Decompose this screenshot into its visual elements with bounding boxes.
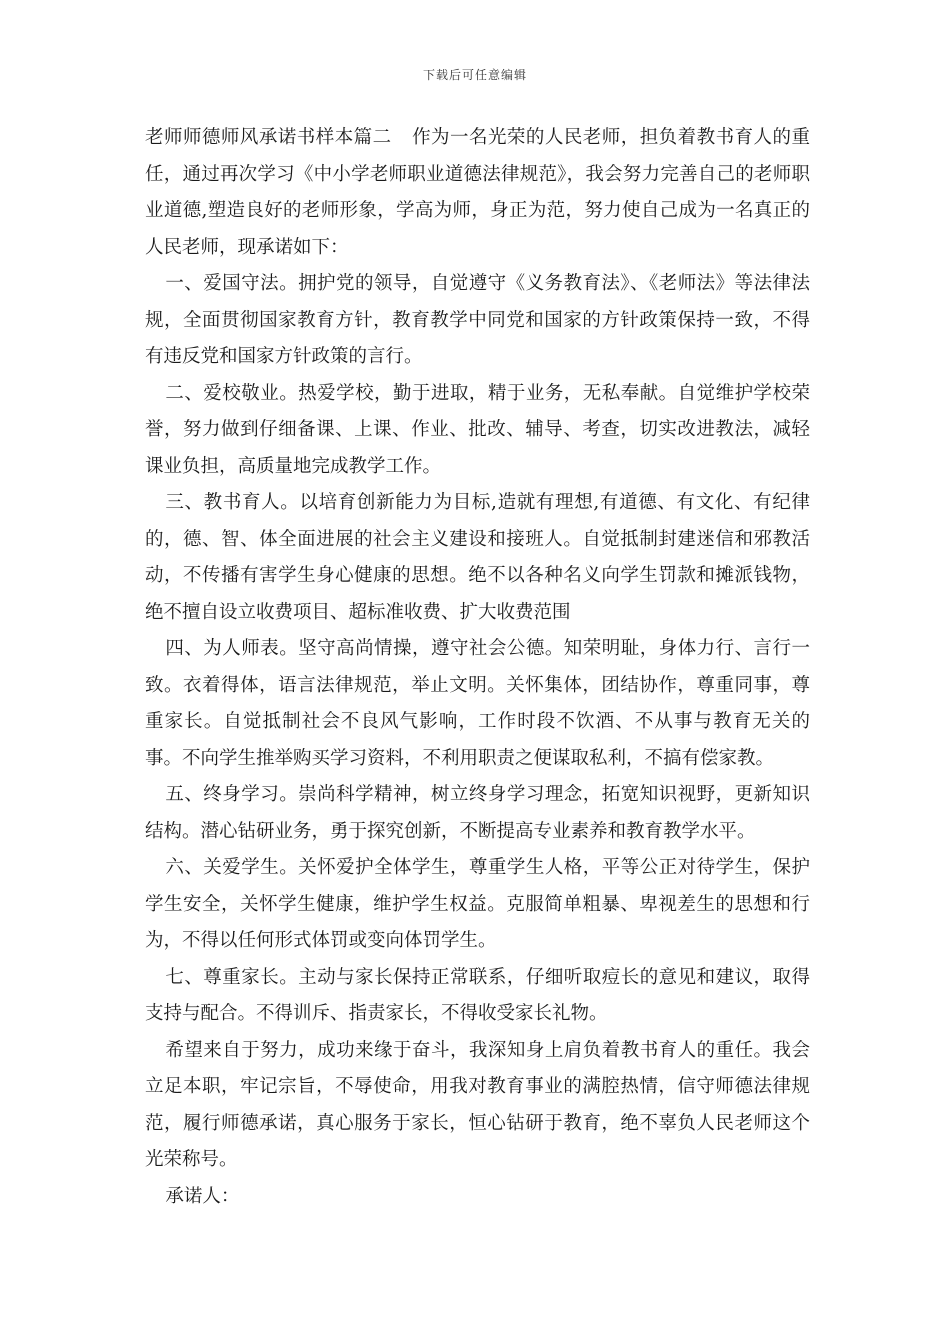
closing-paragraph: 希望来自于努力，成功来缘于奋斗，我深知身上肩负着教书育人的重任。我会立足本职，牢记宗旨，不辱使命，用我对教育事业的满腔热情，信守师德法律规范，履行师德承诺，真心服务于家长，恒心钻研于教育，绝不辜负人民老师这个光荣称号。 <box>145 1039 810 1170</box>
commitment-item-2: 二、爱校敬业。热爱学校，勤于进取，精于业务，无私奉献。自觉维护学校荣誉，努力做到仔细备课、上课、作业、批改、辅导、考查，切实改进教法，减轻课业负担，高质量地完成教学工作。 <box>145 382 810 477</box>
commitment-item-6: 六、关爱学生。关怀爱护全体学生，尊重学生人格，平等公正对待学生，保护学生安全，关怀学生健康，维护学生权益。克服简单粗暴、卑视差生的思想和行为，不得以任何形式体罚或变向体罚学生。 <box>145 857 810 951</box>
commitment-item-3: 三、教书育人。以培育创新能力为目标,造就有理想,有道德、有文化、有纪律的，德、智、体全面进展的社会主义建设和接班人。自觉抵制封建迷信和邪教活动，不传播有害学生身心健康的思想。绝不以各种名义向学生罚款和摊派钱物，绝不擅自设立收费项目、超标准收费、扩大收费范围 <box>145 492 810 623</box>
intro-text: 作为一名光荣的人民老师，担负着教书育人的重任，通过再次学习《中小学老师职业道德法律规范》，我会努力完善自己的老师职业道德,塑造良好的老师形象，学高为师，身正为范，努力使自己成为一名真正的人民老师，现承诺如下： <box>145 127 810 258</box>
commitment-item-5: 五、终身学习。崇尚科学精神，树立终身学习理念，拓宽知识视野，更新知识结构。潜心钻研业务，勇于探究创新，不断提高专业素养和教育教学水平。 <box>145 784 810 842</box>
signature-line: 承诺人： <box>165 1185 240 1207</box>
document-body <box>145 120 810 1215</box>
commitment-item-1: 一、爱国守法。拥护党的领导，自觉遵守《义务教育法》、《老师法》等法律法规，全面贯彻国家教育方针，教育教学中同党和国家的方针政策保持一致，不得有违反党和国家方针政策的言行。 <box>145 273 810 367</box>
header-note: 下载后可任意编辑 <box>422 68 527 82</box>
commitment-item-7: 七、尊重家长。主动与家长保持正常联系，仔细听取痘长的意见和建议，取得支持与配合。不得训斥、指责家长，不得收受家长礼物。 <box>145 966 810 1024</box>
commitment-item-4: 四、为人师表。坚守高尚情操，遵守社会公德。知荣明耻，身体力行、言行一致。衣着得体，语言法律规范，举止文明。关怀集体，团结协作，尊重同事，尊重家长。自觉抵制社会不良风气影响，工作时段不饮酒、不从事与教育无关的事。不向学生推举购买学习资料，不利用职责之便谋取私利，不搞有偿家教。 <box>145 638 810 769</box>
document-title: 老师师德师风承诺书样本篇二 <box>145 127 392 148</box>
intro-paragraph <box>145 120 810 266</box>
